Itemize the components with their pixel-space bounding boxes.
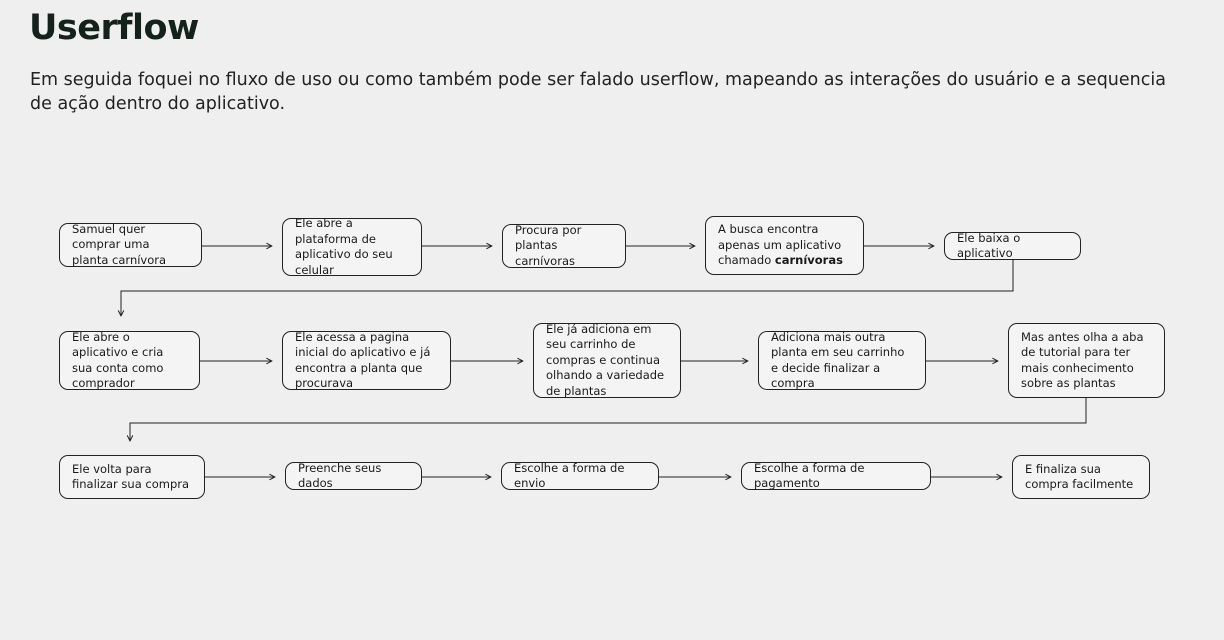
flow-step-2: [282, 218, 422, 276]
flow-step-text: Ele já adiciona em seu carrinho de compras e continua olhando a variedade de plantas: [546, 321, 665, 398]
flow-step-text: E finaliza sua compra facilmente: [1025, 461, 1134, 491]
flow-step-8: [533, 323, 681, 398]
flow-step-text: Escolhe a forma de pagamento: [754, 460, 865, 490]
flow-step-4: [705, 216, 864, 275]
flow-step-text: Ele abre a plataforma de aplicativo do seu celular: [295, 216, 393, 277]
flow-step-12: [285, 462, 422, 490]
flow-step-text: A busca encontra apenas um aplicativo chamado carnívoras: [718, 222, 843, 268]
flow-step-6: [59, 331, 200, 390]
flow-step-text: Escolhe a forma de envio: [514, 460, 625, 490]
flow-step-10: [1008, 323, 1165, 398]
flow-step-text: Ele baixa o aplicativo: [957, 230, 1021, 260]
row-connector-arrow: [130, 398, 1086, 441]
page-title: Userflow: [29, 8, 199, 48]
flow-step-13: [501, 462, 659, 490]
flow-step-text: Samuel quer comprar uma planta carnívora: [72, 221, 167, 267]
flow-step-5: [944, 232, 1081, 260]
flow-step-11: [59, 455, 205, 499]
flow-step-text: Procura por plantas carnívoras: [515, 222, 582, 268]
flow-step-text: Ele abre o aplicativo e cria sua conta como comprador: [72, 329, 164, 390]
flow-step-1: [59, 223, 202, 267]
flow-step-14: [741, 462, 931, 490]
intro-paragraph: Em seguida foquei no fluxo de uso ou como também pode ser falado userflow, mapeando as interações do usuário e a sequencia de ação dentro do aplicativo.: [30, 70, 1166, 114]
flow-step-3: [502, 224, 626, 268]
flow-step-text: Preenche seus dados: [298, 460, 382, 490]
flow-step-text: Adiciona mais outra planta em seu carrinho e decide finalizar a compra: [771, 329, 905, 390]
flow-step-9: [758, 331, 926, 390]
flow-step-text: Ele volta para finalizar sua compra: [72, 461, 190, 491]
flow-step-text: Mas antes olha a aba de tutorial para ter mais conhecimento sobre as plantas: [1021, 329, 1144, 390]
flow-step-text: Ele acessa a pagina inicial do aplicativo e já encontra a planta que procurava: [295, 329, 431, 390]
flow-step-7: [282, 331, 451, 390]
flow-step-15: [1012, 455, 1150, 499]
flow-step-bold-text: carnívoras: [774, 253, 843, 268]
